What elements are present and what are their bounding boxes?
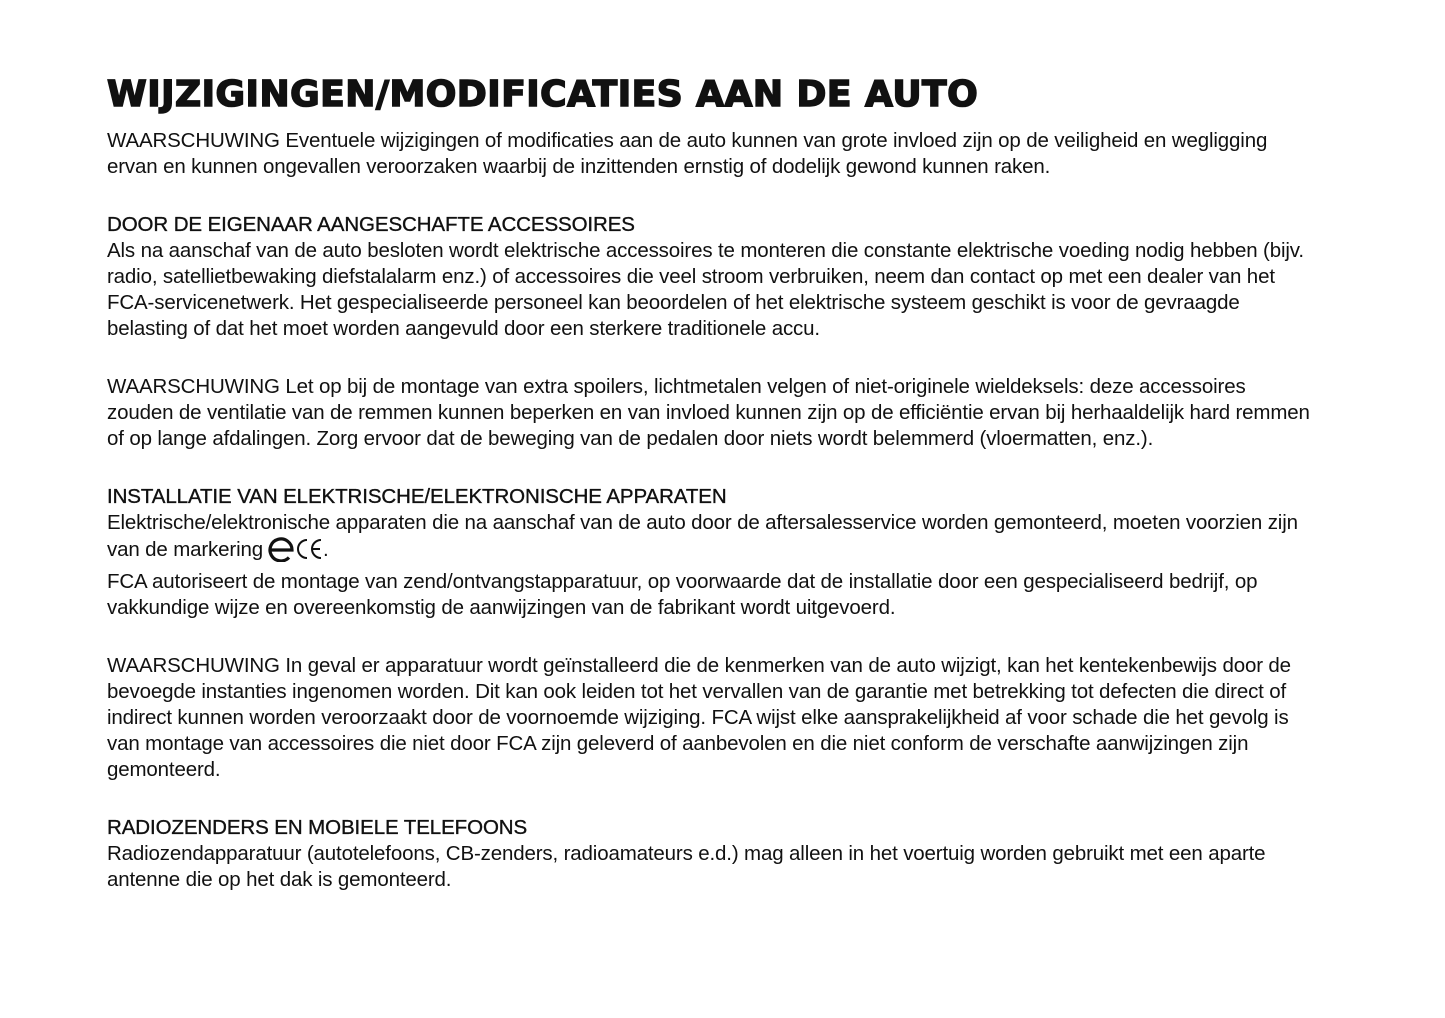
installation-body-1 <box>107 510 1317 569</box>
radio-body: Radiozendapparatuur (autotelefoons, CB-zenders, radioamateurs e.d.) mag alleen in het voertuig worden gebruikt met een aparte antenne die op het dak is gemonteerd. <box>107 842 1266 891</box>
radio-heading: RADIOZENDERS EN MOBIELE TELEFOONS <box>107 816 528 839</box>
document-page <box>107 72 1317 893</box>
installation-heading: INSTALLATIE VAN ELEKTRISCHE/ELEKTRONISCHE APPARATEN <box>107 485 727 508</box>
installation-body-2: FCA autoriseert de montage van zend/ontvangstapparatuur, op voorwaarde dat de installatie door een gespecialiseerd bedrijf, op vakkundige wijze en overeenkomstig de aanwijzingen van de fabrikant wordt uitgevoerd. <box>107 570 1258 619</box>
accessories-body: Als na aanschaf van de auto besloten wordt elektrische accessoires te monteren die constante elektrische voeding nodig hebben (bijv. radio, satellietbewaking diefstalalarm enz.) of accessoires die veel stroom verbruiken, neem dan contact op met een dealer van het FCA-servicenetwerk. Het gespecialiseerde personeel kan beoordelen of het elektrische systeem geschikt is voor de gevraagde belasting of dat het moet worden aangevuld door een sterkere traditionele accu. <box>107 239 1304 340</box>
accessories-heading: DOOR DE EIGENAAR AANGESCHAFTE ACCESSOIRES <box>107 213 635 236</box>
intro-warning: WAARSCHUWING Eventuele wijzigingen of modificaties aan de auto kunnen van grote invloed zijn op de veiligheid en wegligging ervan en kunnen ongevallen veroorzaken waarbij de inzittenden ernstig of dodelijk gewond kunnen raken. <box>107 129 1268 178</box>
installation-body-1-end: . <box>323 538 329 561</box>
installation-warning: WAARSCHUWING In geval er apparatuur wordt geïnstalleerd die de kenmerken van de auto wijzigt, kan het kentekenbewijs door de bevoegde instanties ingenomen worden. Dit kan ook leiden tot het vervallen van de garantie met betrekking tot defecten die direct of indirect kunnen worden veroorzaakt door de voornoemde wijziging. FCA wijst elke aansprakelijkheid af voor schade die het gevolg is van montage van accessoires die niet door FCA zijn geleverd of aanbevolen en die niet conform de verschafte aanwijzingen zijn gemonteerd. <box>107 654 1291 781</box>
accessories-warning: WAARSCHUWING Let op bij de montage van extra spoilers, lichtmetalen velgen of niet-originele wieldeksels: deze accessoires zouden de ventilatie van de remmen kunnen beperken en van invloed kunnen zijn op de efficiëntie ervan bij herhaaldelijk hard remmen of op lange afdalingen. Zorg ervoor dat de beweging van de pedalen door niets wordt belemmerd (vloermatten, enz.). <box>107 375 1310 450</box>
installation-body-1-text: Elektrische/elektronische apparaten die na aanschaf van de auto door de aftersalesservice worden gemonteerd, moeten voorzien zijn van de markering <box>107 511 1298 561</box>
e-ce-mark-icon <box>267 536 323 569</box>
page-title: WIJZIGINGEN/MODIFICATIES AAN DE AUTO <box>107 74 979 115</box>
